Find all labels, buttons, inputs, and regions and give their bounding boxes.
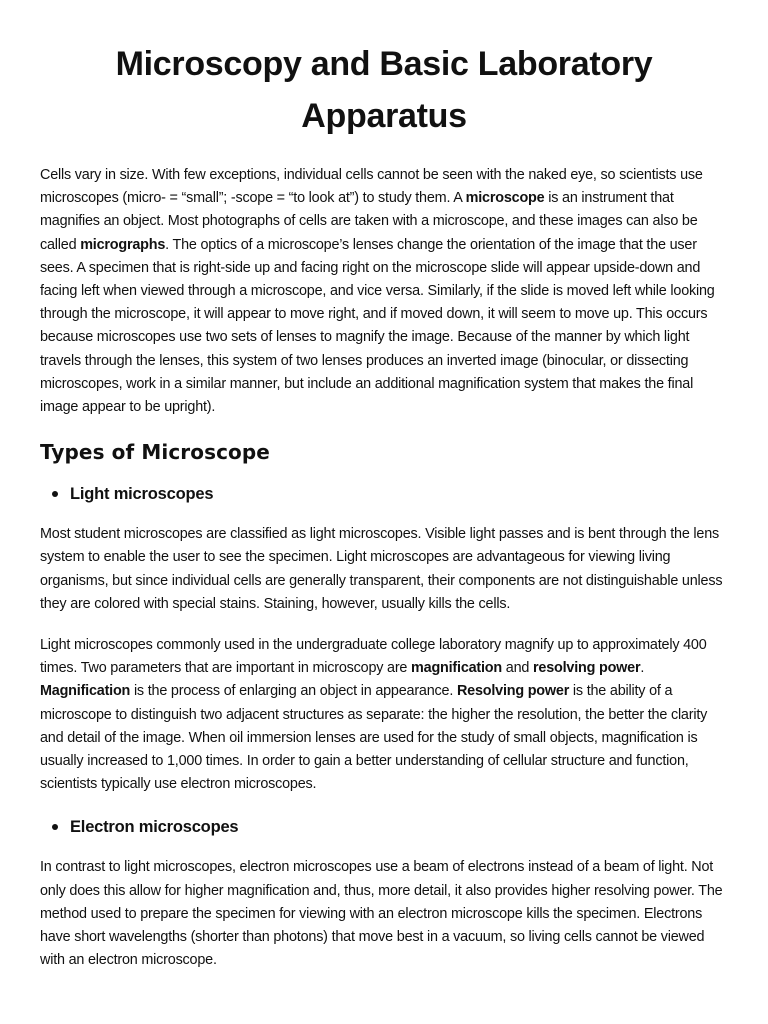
light-paragraph-2	[40, 634, 728, 796]
page-title: Microscopy and Basic Laboratory Apparatus	[115, 45, 653, 135]
term-micrographs: micrographs	[80, 236, 166, 253]
bullet-label-electron: Electron microscopes	[70, 818, 239, 837]
bullet-item-light	[40, 481, 728, 507]
term-resolving-power: resolving power	[533, 660, 641, 677]
bullet-list-electron	[40, 814, 728, 840]
term-resolving-power-def: Resolving power	[456, 683, 570, 700]
light-p2-text-4: is the process of enlarging an object in appearance.	[130, 683, 457, 700]
term-magnification-def: Magnification	[40, 683, 131, 700]
electron-paragraph-1: In contrast to light microscopes, electron microscopes use a beam of electrons instead of a beam of light. Not only does this allow for higher magnification and, thus, more detail, it also provides higher resolving power. The method used to prepare the specimen for viewing with an electron microscope kills the specimen. Electrons have short wavelengths (shorter than photons) that move best in a vacuum, so living cells cannot be viewed with an electron microscope.	[40, 859, 723, 969]
bullet-dot-icon	[52, 491, 58, 497]
term-microscope: microscope	[465, 190, 545, 207]
light-paragraph-1: Most student microscopes are classified as light microscopes. Visible light passes and is bent through the lens system to enable the user to see the specimen. Light microscopes are advantageous for viewing living organisms, but since individual cells are generally transparent, their components are not distinguishable unless they are colored with special stains. Staining, however, usually kills the cells.	[40, 526, 723, 612]
intro-text-3: . The optics of a microscope’s lenses change the orientation of the image that the user sees. A specimen that is right-side up and facing right on the microscope slide will appear upside-down and facing left when viewed through a microscope, and vice versa. Similarly, if the slide is moved left while looking through the microscope, it will appear to move right, and if moved down, it will seem to move up. This occurs because microscopes use two sets of lenses to magnify the image. Because of the manner by which light travels through the lenses, this system of two lenses produces an inverted image (binocular, or dissecting microscopes, work in a similar manner, but include an additional magnification system that makes the final image appear to be upright).	[40, 236, 715, 416]
bullet-list-light	[40, 481, 728, 507]
bullet-label-light: Light microscopes	[70, 485, 214, 504]
bullet-item-electron	[40, 814, 728, 840]
bullet-dot-icon	[52, 824, 58, 830]
light-p2-text-1: Light microscopes commonly used in the undergraduate college laboratory magnify up to approximately 400 times. Two parameters that are important in microscopy are	[40, 637, 707, 677]
light-p2-text-5: is the ability of a microscope to distinguish two adjacent structures as separate: the higher the resolution, the better the clarity and detail of the image. When oil immersion lenses are used for the study of small objects, magnification is usually increased to 1,000 times. In order to gain a better understanding of cellular structure and function, scientists typically use electron microscopes.	[40, 683, 708, 793]
intro-paragraph	[40, 164, 728, 419]
light-p2-text-2: and	[502, 660, 534, 677]
term-magnification: magnification	[411, 660, 502, 677]
intro-text-1: Cells vary in size. With few exceptions, individual cells cannot be seen with the naked eye, so scientists use microscopes (micro- = “small”; -scope = “to look at”) to study them. A	[40, 167, 703, 207]
intro-text-2: is an instrument that magnifies an object. Most photographs of cells are taken with a microscope, and these images can also be called	[40, 190, 698, 253]
light-p2-text-3: .	[640, 660, 645, 677]
section-heading-types: Types of Microscope	[40, 440, 270, 465]
